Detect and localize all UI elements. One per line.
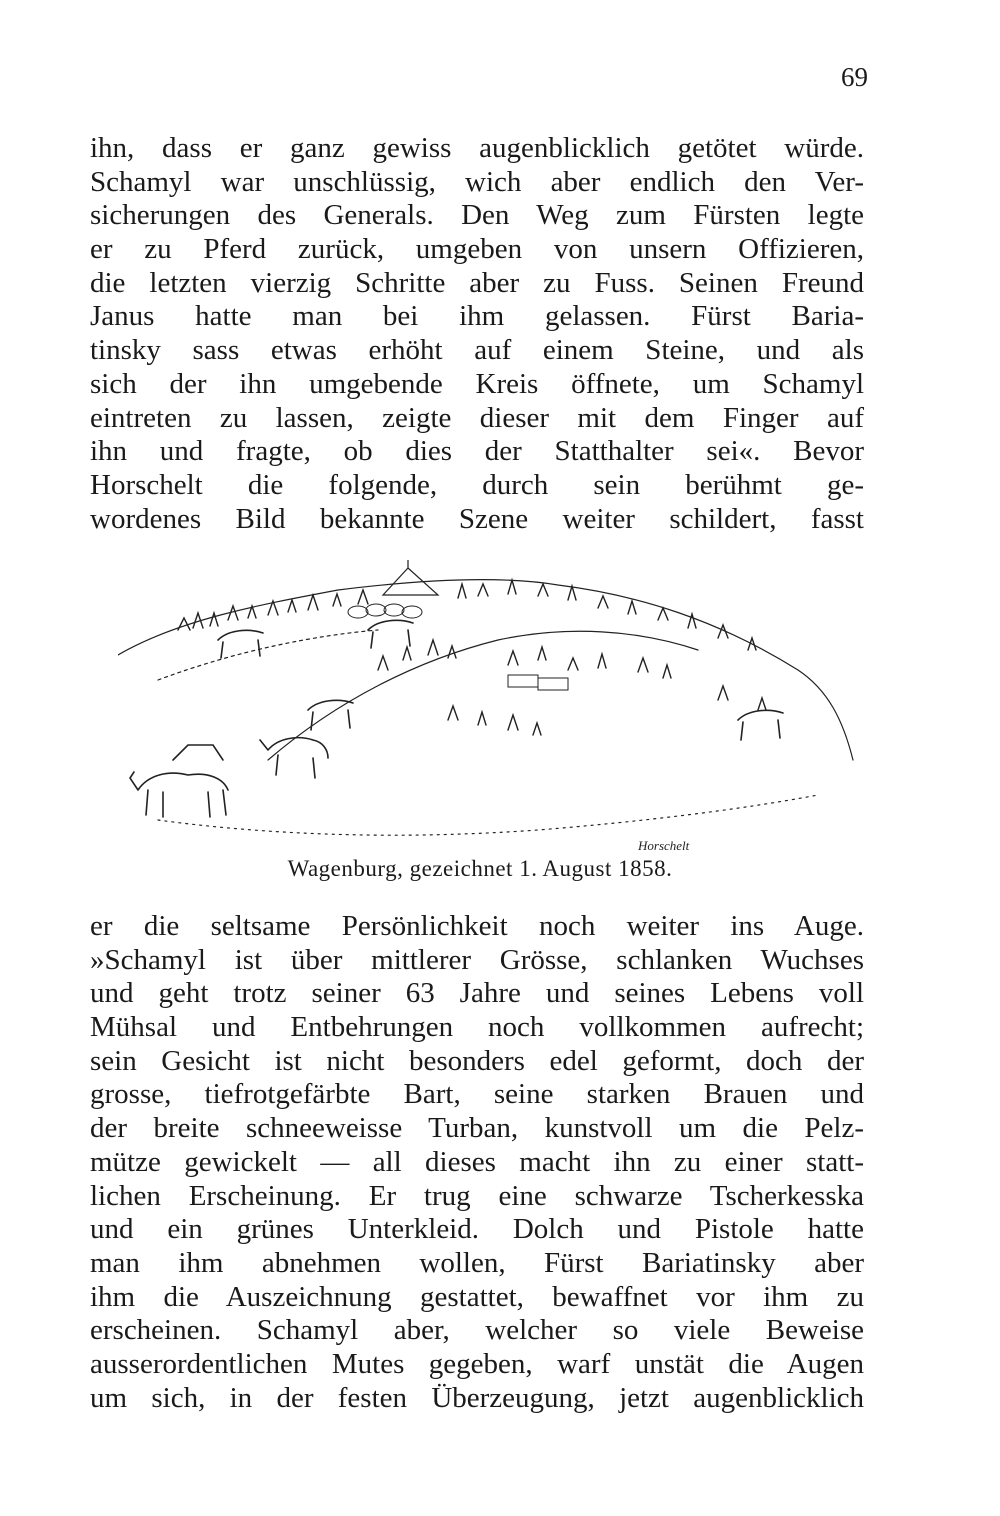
page-number: 69 xyxy=(841,62,868,92)
text-line: ihn und fragte, ob dies der Statthalter sei«. Bevor xyxy=(90,435,864,468)
text-line: Horschelt die folgende, durch sein berühmt ge- xyxy=(90,468,864,501)
text-line: er zu Pferd zurück, umgeben von unsern Offizieren, xyxy=(90,233,864,266)
text-line: »Schamyl ist über mittlerer Grösse, schlanken Wuchses xyxy=(90,943,864,976)
wagenburg-illustration xyxy=(118,560,858,855)
text-line: und geht trotz seiner 63 Jahre und seines Lebens voll xyxy=(90,977,864,1010)
text-line: sich der ihn umgebende Kreis öffnete, um Schamyl xyxy=(90,367,864,400)
top-paragraph xyxy=(90,132,864,536)
text-line: der breite schneeweisse Turban, kunstvoll um die Pelz- xyxy=(90,1112,864,1145)
text-line: um sich, in der festen Überzeugung, jetzt augenblicklich xyxy=(90,1381,864,1414)
text-line: mütze gewickelt — all dieses macht ihn zu einer statt- xyxy=(90,1145,864,1178)
text-line: ausserordentlichen Mutes gegeben, warf unstät die Augen xyxy=(90,1347,864,1380)
bottom-paragraph xyxy=(90,910,864,1415)
text-line: wordenes Bild bekannte Szene weiter schildert, fasst xyxy=(90,502,864,535)
text-line: er die seltsame Persönlichkeit noch weiter ins Auge. xyxy=(90,910,864,942)
figure-caption: Wagenburg, gezeichnet 1. August 1858. xyxy=(287,856,673,881)
artist-signature: Horschelt xyxy=(638,838,690,853)
text-line: die letzten vierzig Schritte aber zu Fuss. Seinen Freund xyxy=(90,266,864,299)
text-line: Mühsal und Entbehrungen noch vollkommen aufrecht; xyxy=(90,1011,864,1044)
text-line: man ihm abnehmen wollen, Fürst Bariatinsky aber xyxy=(90,1246,864,1279)
text-line: sicherungen des Generals. Den Weg zum Fürsten legte xyxy=(90,199,864,232)
text-line: grosse, tiefrotgefärbte Bart, seine starken Brauen und xyxy=(90,1078,864,1111)
text-line: Schamyl war unschlüssig, wich aber endlich den Ver- xyxy=(90,165,864,198)
text-line: und ein grünes Unterkleid. Dolch und Pistole hatte xyxy=(90,1213,864,1246)
text-line: sein Gesicht ist nicht besonders edel geformt, doch der xyxy=(90,1044,864,1077)
text-line: tinsky sass etwas erhöht auf einem Steine, und als xyxy=(90,334,864,367)
text-line: Janus hatte man bei ihm gelassen. Fürst Baria- xyxy=(90,300,864,333)
text-line: ihn, dass er ganz gewiss augenblicklich getötet würde. xyxy=(90,132,864,164)
text-line: lichen Erscheinung. Er trug eine schwarze Tscherkesska xyxy=(90,1179,864,1212)
text-line: ihm die Auszeichnung gestattet, bewaffnet vor ihm zu xyxy=(90,1280,864,1313)
text-line: erscheinen. Schamyl aber, welcher so viele Beweise xyxy=(90,1314,864,1347)
text-line: eintreten zu lassen, zeigte dieser mit dem Finger auf xyxy=(90,401,864,434)
